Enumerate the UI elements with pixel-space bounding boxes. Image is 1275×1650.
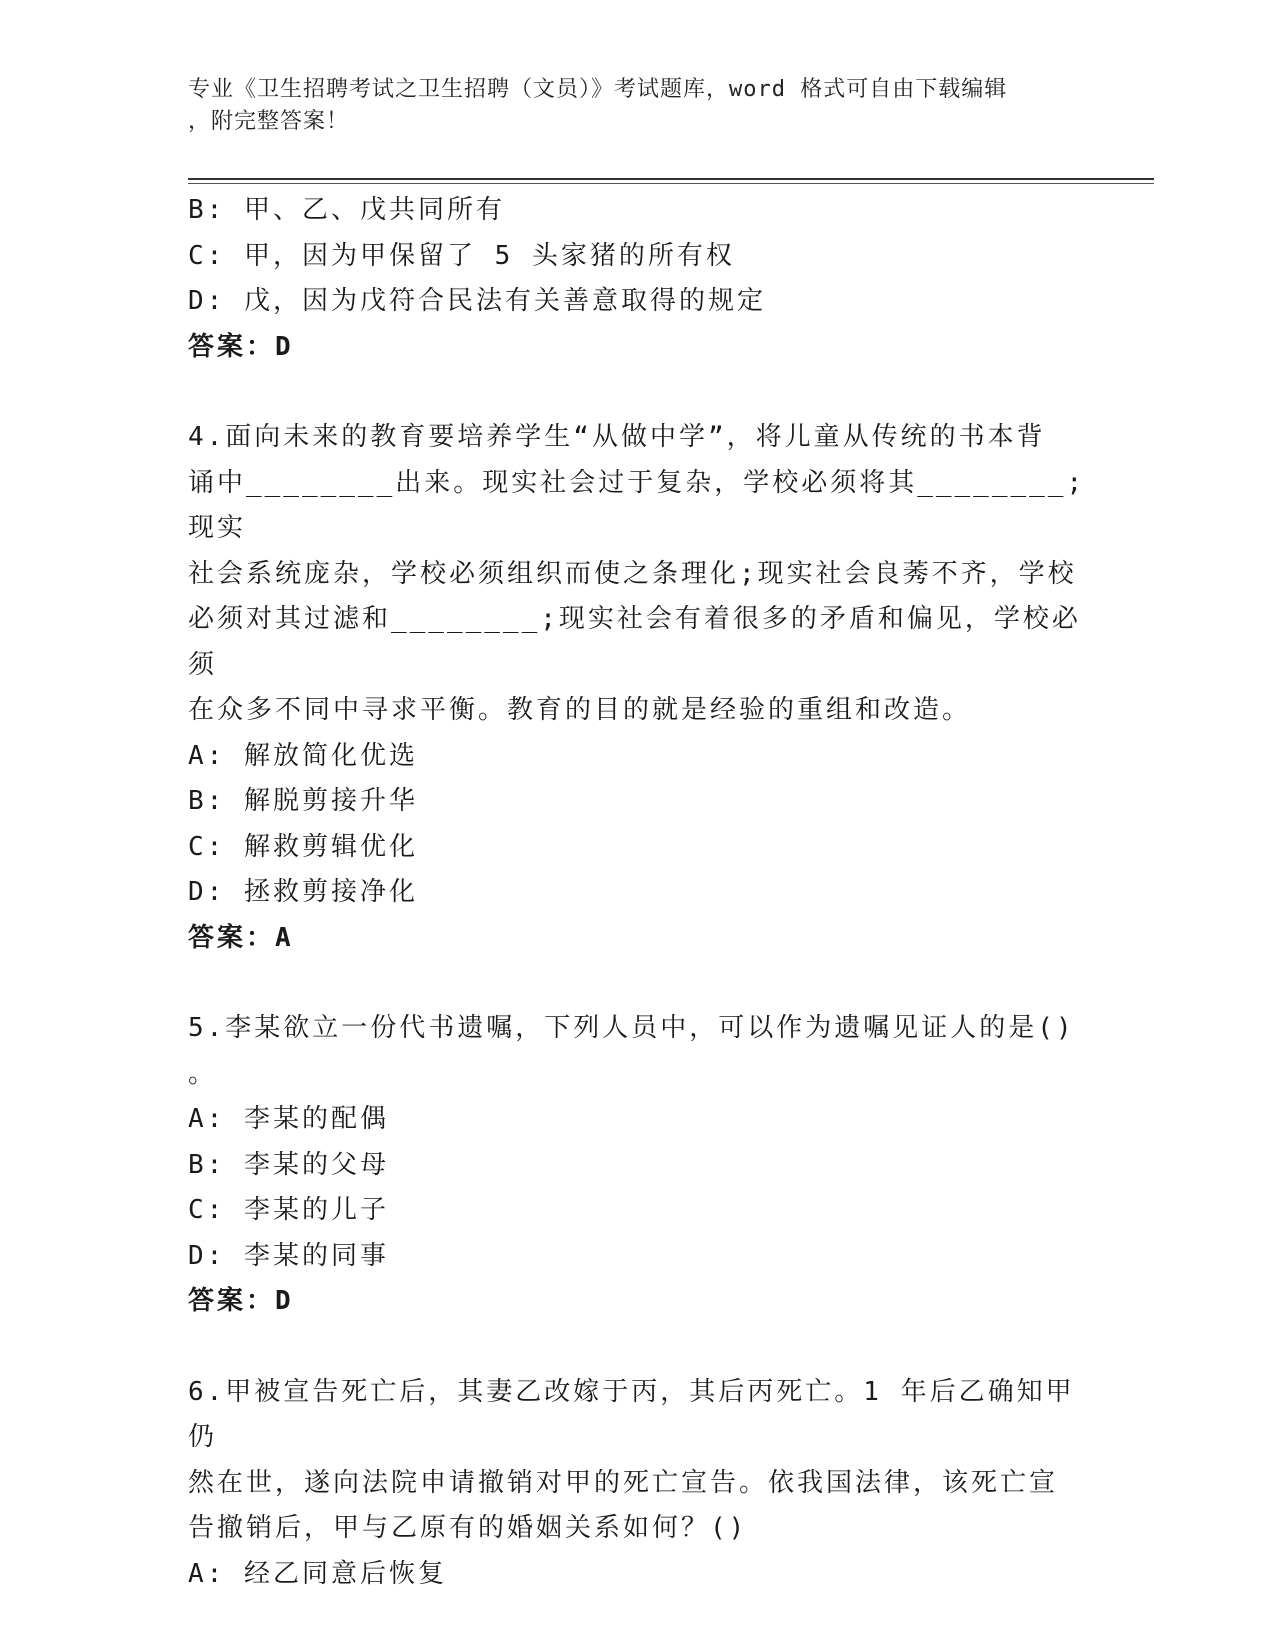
question-content (188, 188, 1088, 1597)
question-text-line: 必须对其过滤和________;现实社会有着很多的矛盾和偏见，学校必须 (188, 604, 1081, 680)
question-text-line: 。 (188, 1058, 218, 1089)
question-text-line: 然在世，遂向法院申请撤销对甲的死亡宣告。依我国法律，该死亡宣 (188, 1467, 1059, 1498)
question-text-line: 5.李某欲立一份代书遗嘱，下列人员中，可以作为遗嘱见证人的是() (188, 1013, 1075, 1043)
answer-line: 答案：D (188, 1286, 294, 1316)
option-d: D: 戊，因为戊符合民法有关善意取得的规定 (188, 286, 766, 316)
option-d: D: 拯救剪接净化 (188, 877, 418, 907)
header-divider-thick (188, 178, 1154, 180)
option-c: C: 李某的儿子 (188, 1195, 389, 1225)
question-5-block (188, 1006, 1088, 1325)
page-header (188, 74, 1078, 138)
option-b: B: 李某的父母 (188, 1149, 389, 1180)
option-a: A: 解放简化优选 (188, 740, 418, 771)
question-text-line: 告撤销后，甲与乙原有的婚姻关系如何？() (188, 1513, 748, 1543)
option-c: C: 甲，因为甲保留了 5 头家猪的所有权 (188, 240, 735, 271)
question-6-block (188, 1370, 1088, 1598)
answer-line: 答案：A (188, 922, 294, 953)
question-text-line: 诵中________出来。现实社会过于复杂，学校必须将其________;现实 (188, 467, 1086, 543)
option-d: D: 李某的同事 (188, 1240, 389, 1271)
question-text-line: 在众多不同中寻求平衡。教育的目的就是经验的重组和改造。 (188, 695, 972, 725)
spacer (188, 370, 1088, 415)
question-text-line: 社会系统庞杂，学校必须组织而使之条理化;现实社会良莠不齐，学校 (188, 558, 1077, 589)
option-b: B: 甲、乙、戊共同所有 (188, 195, 505, 225)
option-a: A: 李某的配偶 (188, 1104, 389, 1134)
option-a: A: 经乙同意后恢复 (188, 1558, 447, 1589)
option-c: C: 解救剪辑优化 (188, 831, 418, 862)
prev-question-block (188, 188, 1088, 370)
option-b: B: 解脱剪接升华 (188, 786, 418, 816)
header-line-2: ，附完整答案！ (188, 109, 350, 134)
header-line-1: 专业《卫生招聘考试之卫生招聘（文员）》考试题库，word 格式可自由下载编辑 (188, 77, 1008, 102)
question-text-line: 6.甲被宣告死亡后，其妻乙改嫁于丙，其后丙死亡。1 年后乙确知甲仍 (188, 1376, 1075, 1452)
question-text-line: 4.面向未来的教育要培养学生“从做中学”，将儿童从传统的书本背 (188, 422, 1046, 452)
spacer (188, 961, 1088, 1006)
spacer (188, 1325, 1088, 1370)
question-4-block (188, 415, 1088, 961)
answer-line: 答案：D (188, 331, 294, 362)
header-divider-thin (188, 183, 1154, 184)
